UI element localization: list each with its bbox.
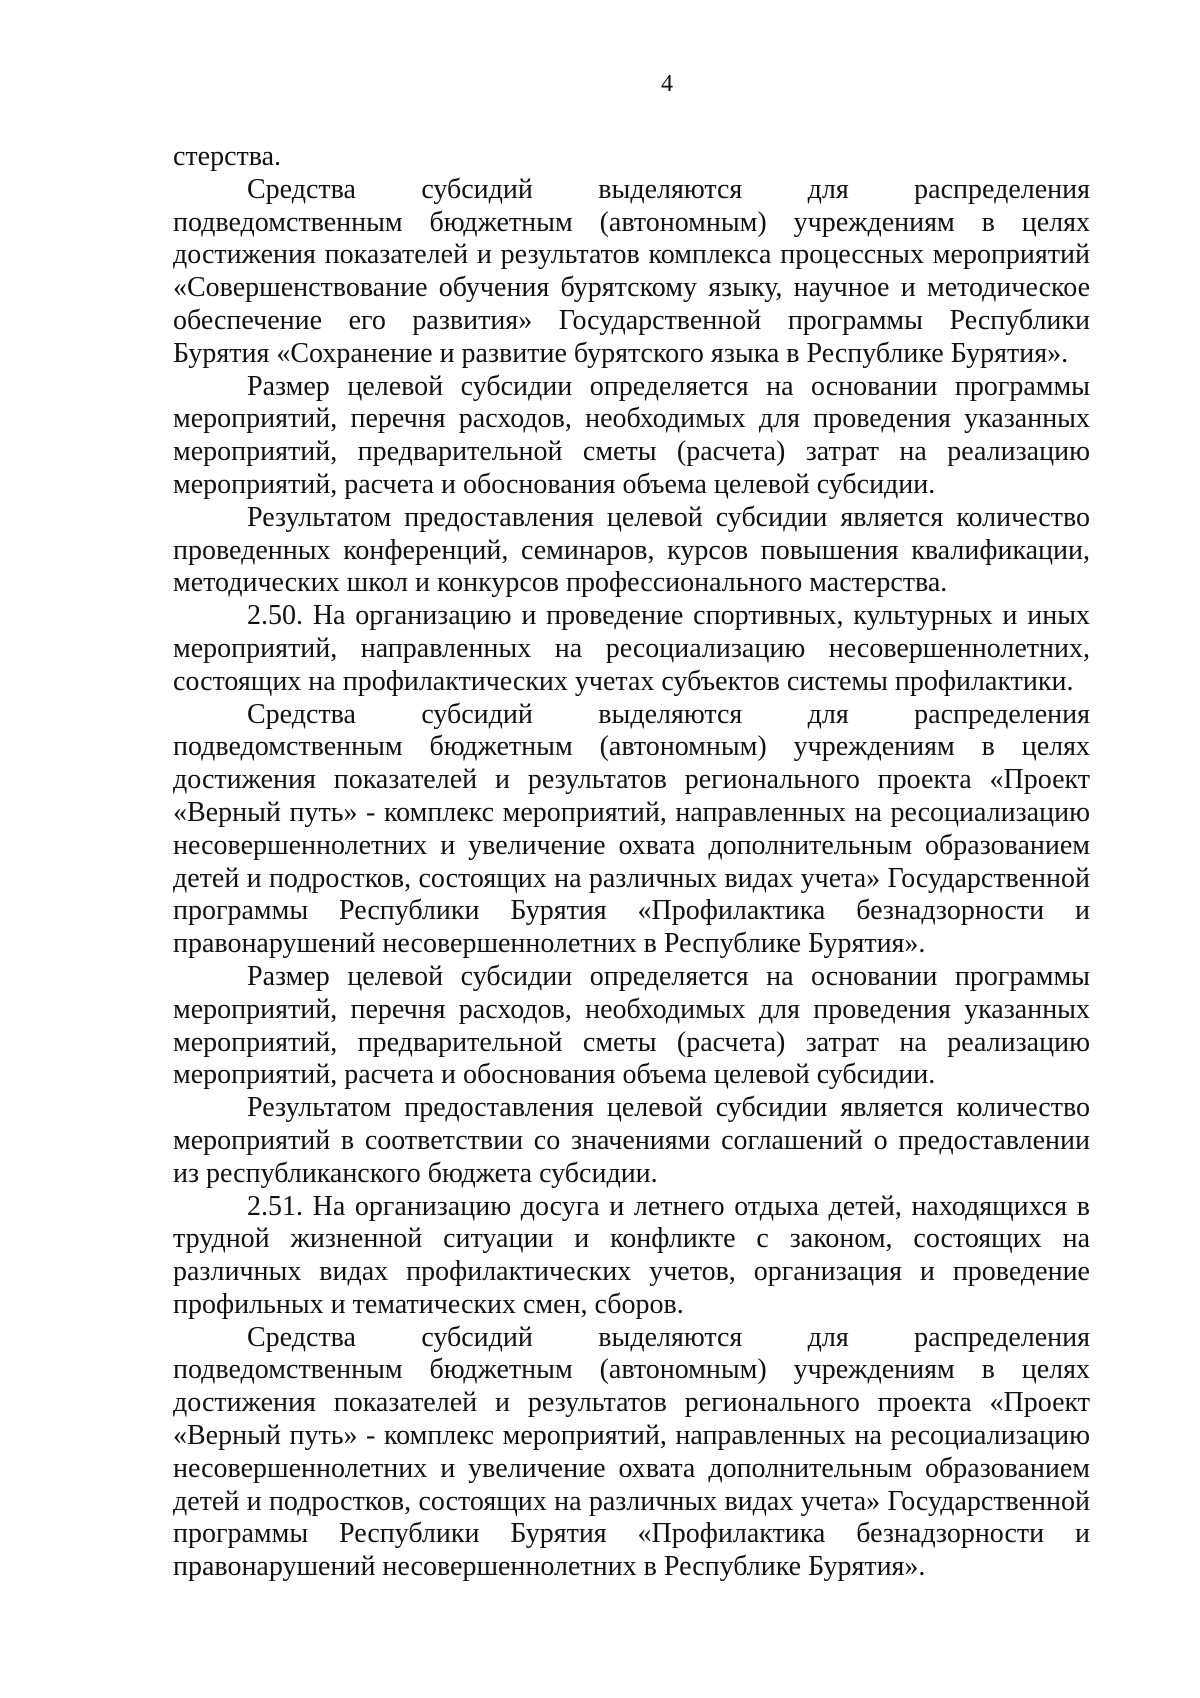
page-number: 4 (661, 71, 673, 97)
paragraph: Средства субсидий выделяются для распределения подведомственным бюджетным (автономным) учреждениям в целях достижения показателей и результатов комплекса процессных мероприятий «Совершенствование обучения бурятскому языку, научное и методическое обеспечение его развития» Государственной программы Республики Бурятия «Сохранение и развитие бурятского языка в Республике Бурятия». (173, 173, 1090, 369)
clause-2-50: 2.50. На организацию и проведение спортивных, культурных и иных мероприятий, направленных на ресоциализацию несовершеннолетних, состоящих на профилактических учетах субъектов системы профилактики. (173, 600, 1090, 697)
paragraph: Средства субсидий выделяются для распределения подведомственным бюджетным (автономным) учреждениям в целях достижения показателей и результатов регионального проекта «Проект «Верный путь» - комплекс мероприятий, направленных на ресоциализацию несовершеннолетних и увеличение охвата дополнительным образованием детей и подростков, состоящих на различных видах учета» Государственной программы Республики Бурятия «Профилактика безнадзорности и правонарушений несовершеннолетних в Республике Бурятия». (173, 1321, 1090, 1583)
paragraph: Средства субсидий выделяются для распределения подведомственным бюджетным (автономным) учреждениям в целях достижения показателей и результатов регионального проекта «Проект «Верный путь» - комплекс мероприятий, направленных на ресоциализацию несовершеннолетних и увеличение охвата дополнительным образованием детей и подростков, состоящих на различных видах учета» Государственной программы Республики Бурятия «Профилактика безнадзорности и правонарушений несовершеннолетних в Республике Бурятия». (173, 698, 1090, 960)
paragraph: Размер целевой субсидии определяется на основании программы мероприятий, перечня расходов, необходимых для проведения указанных мероприятий, предварительной сметы (расчета) затрат на реализацию мероприятий, расчета и обоснования объема целевой субсидии. (173, 370, 1090, 500)
document-body (173, 141, 1090, 1584)
paragraph: Результатом предоставления целевой субсидии является количество проведенных конференций, семинаров, курсов повышения квалификации, методических школ и конкурсов профессионального мастерства. (173, 501, 1090, 599)
paragraph-continuation: стерства. (173, 141, 282, 172)
paragraph: Размер целевой субсидии определяется на основании программы мероприятий, перечня расходов, необходимых для проведения указанных мероприятий, предварительной сметы (расчета) затрат на реализацию мероприятий, расчета и обоснования объема целевой субсидии. (173, 960, 1090, 1091)
paragraph: Результатом предоставления целевой субсидии является количество мероприятий в соответствии со значениями соглашений о предоставлении из республиканского бюджета субсидии. (173, 1092, 1090, 1189)
clause-2-51: 2.51. На организацию досуга и летнего отдыха детей, находящихся в трудной жизненной ситуации и конфликте с законом, состоящих на различных видах профилактических учетов, организация и проведение профильных и тематических смен, сборов. (173, 1190, 1090, 1320)
